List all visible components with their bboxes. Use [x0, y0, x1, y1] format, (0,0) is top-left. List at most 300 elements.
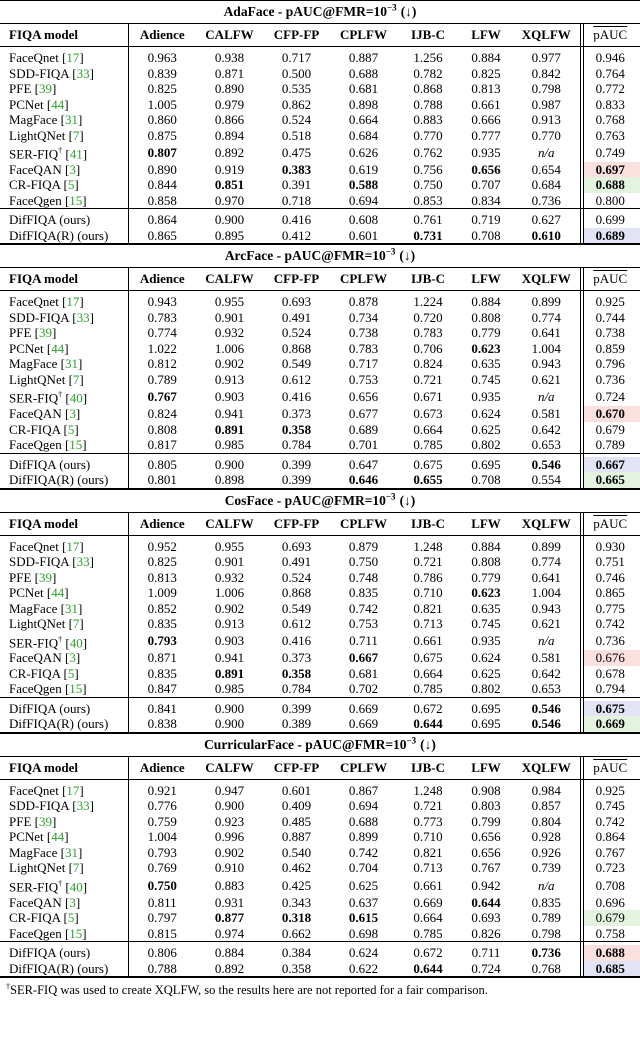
value-cell: 0.868 [413, 81, 443, 96]
model-name: FaceQAN [9, 650, 62, 666]
table-row [0, 128, 640, 144]
value-cell: 0.784 [281, 681, 312, 697]
model-name-cell: FaceQnet [17] [9, 50, 84, 65]
model-name: LightQNet [9, 616, 66, 632]
pauc-cell: 0.865 [580, 585, 640, 601]
citation-link[interactable]: 5 [67, 910, 75, 926]
model-name-cell: FaceQgen [15] [9, 925, 87, 941]
value-cell: 0.785 [413, 681, 443, 697]
value-cell: 0.546 [531, 700, 561, 716]
block-title-arrow: (↓) [400, 4, 417, 19]
citation-link[interactable]: 7 [72, 127, 80, 143]
column-header [196, 24, 263, 47]
pauc-cell: 0.670 [580, 406, 640, 422]
citation-link[interactable]: 17 [66, 294, 80, 310]
column-header-label: CFP-FP [273, 515, 320, 531]
value-cell: 0.852 [128, 601, 196, 617]
value-cell: 0.491 [281, 554, 312, 570]
value-cell: 0.862 [281, 96, 312, 112]
value-cell: 0.713 [413, 616, 443, 632]
model-name: CR-FIQA [9, 665, 61, 681]
value-cell: 0.985 [214, 437, 245, 453]
model-name-cell: LightQNet [7] [9, 127, 84, 143]
block-title [0, 0, 640, 24]
block-title-text: CosFace - pAUC@FMR=10 [224, 492, 386, 508]
pauc-cell: 0.859 [580, 341, 640, 357]
pauc-cell: 0.667 [580, 457, 640, 473]
value-cell: 0.666 [471, 112, 501, 127]
value-cell: 0.750 [348, 554, 379, 570]
column-header [128, 24, 196, 47]
value-cell: 0.807 [128, 143, 196, 162]
value-cell: 0.899 [348, 829, 379, 845]
model-name: CR-FIQA [9, 177, 61, 193]
value-cell: 0.963 [128, 50, 196, 66]
value-cell: 0.815 [128, 926, 196, 942]
value-cell: 0.425 [281, 877, 312, 893]
citation-link[interactable]: 39 [39, 81, 52, 96]
column-header [513, 24, 580, 47]
pauc-cell: 0.665 [580, 472, 640, 488]
table-row [0, 554, 640, 570]
column-header [330, 513, 397, 536]
model-name-cell [0, 701, 128, 717]
citation-link[interactable]: 7 [72, 860, 80, 876]
value-cell: 0.884 [214, 945, 245, 961]
value-cell: 0.813 [128, 570, 196, 586]
value-cell: 0.891 [214, 665, 245, 681]
value-cell: 0.835 [531, 894, 561, 910]
column-header [580, 24, 640, 47]
value-cell: 0.865 [128, 228, 196, 244]
citation-link[interactable]: 7 [72, 371, 80, 387]
model-name-cell: PFE [39] [9, 325, 57, 341]
model-name: MagFace [9, 112, 58, 127]
value-cell: 0.383 [281, 161, 312, 177]
column-header-label: CALFW [205, 271, 254, 287]
value-cell: 0.767 [128, 387, 196, 406]
pauc-cell: 0.775 [580, 601, 640, 617]
model-name: FaceQnet [9, 294, 59, 310]
pauc-cell: 0.925 [580, 294, 640, 310]
model-name-cell: FaceQnet [17] [9, 538, 84, 554]
value-cell: 1.224 [413, 294, 443, 310]
footnote [0, 977, 640, 996]
value-cell: 0.808 [128, 422, 196, 438]
value-cell: 0.808 [471, 309, 501, 325]
value-cell: 0.694 [348, 798, 379, 814]
value-cell: 0.681 [348, 665, 379, 681]
value-cell: 0.943 [128, 294, 196, 310]
value-cell: 0.399 [263, 472, 330, 488]
value-cell: 0.554 [513, 472, 580, 488]
value-cell: 0.416 [281, 633, 312, 649]
table-row [0, 945, 640, 961]
citation-link[interactable]: 17 [66, 782, 80, 798]
value-cell: 0.987 [531, 96, 561, 112]
column-header [128, 757, 196, 780]
citation-link[interactable]: 40 [69, 634, 83, 650]
pauc-cell: 0.749 [580, 143, 640, 162]
value-cell: 0.835 [128, 666, 196, 682]
pauc-cell: 0.763 [580, 128, 640, 144]
table-row [0, 437, 640, 453]
table-row [0, 162, 640, 178]
model-name: FaceQgen [9, 437, 62, 453]
column-header [513, 513, 580, 536]
model-name: SDD-FIQA [9, 309, 69, 325]
value-cell: 0.770 [413, 127, 443, 143]
column-header-label: pAUC [593, 27, 628, 42]
citation-link[interactable]: 15 [69, 925, 83, 941]
column-header [330, 24, 397, 47]
model-name-cell: MagFace [31] [9, 600, 83, 616]
value-cell: n/a [537, 633, 555, 649]
model-name: PCNet [9, 829, 44, 845]
value-cell: 0.860 [128, 112, 196, 128]
pauc-cell: 0.697 [580, 162, 640, 178]
citation-link[interactable]: 3 [69, 650, 76, 666]
value-cell: 0.608 [348, 212, 379, 228]
citation-link[interactable]: 15 [69, 192, 83, 208]
value-cell: 0.826 [471, 925, 501, 941]
value-cell: 0.919 [214, 161, 245, 177]
block-title-exponent: −3 [385, 491, 396, 502]
value-cell: 0.943 [531, 356, 561, 372]
value-cell: 0.669 [348, 700, 379, 716]
column-header [263, 513, 330, 536]
value-cell: 0.773 [413, 813, 443, 829]
column-header-label: IJB-C [411, 27, 445, 42]
value-cell: 0.808 [471, 554, 501, 570]
value-cell: 0.806 [128, 945, 196, 961]
model-name: PFE [9, 569, 32, 585]
citation-link[interactable]: 40 [69, 879, 83, 895]
model-name-cell: PCNet [44] [9, 829, 69, 845]
citation-link[interactable]: 33 [76, 554, 90, 570]
citation-link[interactable]: 3 [69, 406, 76, 422]
value-cell: 0.825 [128, 554, 196, 570]
pauc-cell: 0.736 [580, 372, 640, 388]
model-name: FaceQnet [9, 538, 59, 554]
table-row [0, 895, 640, 911]
value-cell: 0.902 [214, 844, 245, 860]
model-name: FaceQAN [9, 161, 62, 177]
block-title [0, 733, 640, 757]
value-cell: 0.601 [330, 228, 397, 244]
value-cell: 0.910 [214, 860, 245, 876]
model-name: PCNet [9, 96, 44, 112]
value-cell: 0.899 [531, 294, 561, 310]
value-cell: 0.947 [214, 782, 245, 798]
citation-link[interactable]: 17 [66, 538, 80, 554]
citation-link[interactable]: 5 [67, 421, 75, 437]
model-name: SDD-FIQA [9, 798, 69, 814]
citation-link[interactable]: 3 [69, 161, 76, 177]
value-cell: 0.623 [471, 340, 501, 356]
model-name-cell: SDD-FIQA [33] [9, 309, 94, 325]
value-cell: 0.942 [471, 877, 501, 893]
value-cell: 0.838 [128, 716, 196, 732]
citation-link[interactable]: 7 [72, 616, 80, 632]
value-cell: 0.811 [128, 895, 196, 911]
model-name-cell: LightQNet [7] [9, 616, 84, 632]
table-row [0, 310, 640, 326]
value-cell: 0.612 [281, 616, 312, 632]
column-header-label: CPLFW [340, 759, 387, 775]
block-title-arrow: (↓) [399, 248, 416, 264]
value-cell: 0.883 [413, 112, 443, 127]
table-row [0, 783, 640, 799]
value-cell: 0.724 [459, 961, 513, 977]
column-header [330, 268, 397, 291]
model-name-cell [0, 961, 128, 977]
table-row [0, 860, 640, 876]
block-title-exponent: −3 [385, 246, 396, 257]
model-name: FaceQnet [9, 50, 59, 65]
value-cell: 0.759 [128, 814, 196, 830]
value-cell: 0.887 [348, 50, 379, 65]
value-cell: 0.721 [413, 798, 443, 814]
value-cell: 0.318 [281, 910, 312, 926]
column-header-label: CALFW [205, 759, 254, 775]
citation-link[interactable]: 33 [76, 65, 90, 81]
table-row [0, 112, 640, 128]
value-cell: 0.654 [531, 161, 561, 177]
citation-link[interactable]: 31 [64, 844, 78, 860]
citation-link[interactable]: 40 [69, 390, 83, 406]
column-header-label: CFP-FP [273, 759, 320, 775]
value-cell: 0.894 [214, 127, 245, 143]
block-title-exponent: −3 [387, 2, 397, 13]
table-row [0, 845, 640, 861]
model-name-cell: FaceQnet [17] [9, 294, 84, 310]
value-cell: 0.661 [413, 877, 443, 893]
table-row [0, 212, 640, 228]
citation-link[interactable]: 15 [69, 681, 83, 697]
citation-link[interactable]: 33 [76, 798, 90, 814]
value-cell: 0.644 [397, 716, 459, 732]
value-cell: 0.524 [281, 569, 312, 585]
value-cell: 0.701 [348, 437, 379, 453]
model-name: DifFIQA (ours) [9, 700, 91, 716]
footnote-marker: † [58, 634, 63, 644]
value-cell: 0.803 [471, 798, 501, 814]
pauc-cell: 0.930 [580, 539, 640, 555]
citation-link[interactable]: 39 [39, 813, 52, 829]
value-cell: 0.706 [413, 340, 443, 356]
citation-link[interactable]: 31 [64, 112, 78, 127]
value-cell: 0.783 [128, 310, 196, 326]
value-cell: 0.689 [348, 421, 379, 437]
value-cell: 0.637 [348, 894, 379, 910]
value-cell: 0.693 [281, 538, 312, 554]
citation-link[interactable]: 44 [51, 340, 65, 356]
value-cell: 0.868 [281, 340, 312, 356]
footnote-marker: † [58, 390, 63, 400]
model-name: DifFIQA (ours) [9, 945, 91, 961]
pauc-cell: 0.833 [580, 97, 640, 113]
value-cell: 0.923 [214, 813, 245, 829]
value-cell: 0.853 [413, 192, 443, 208]
citation-link[interactable]: 44 [51, 585, 65, 601]
table-row [0, 539, 640, 555]
column-header-label: pAUC [593, 515, 628, 531]
model-name-cell: SER-FIQ† [40] [9, 878, 88, 895]
value-cell: 0.662 [281, 925, 312, 941]
value-cell: 0.704 [348, 860, 379, 876]
column-header [0, 757, 128, 780]
value-cell: 0.742 [348, 600, 379, 616]
value-cell: 0.871 [214, 65, 245, 81]
model-name: SER-FIQ [9, 146, 59, 162]
citation-link[interactable]: 17 [66, 50, 80, 65]
column-header [459, 268, 513, 291]
model-name: FaceQnet [9, 782, 59, 798]
value-cell: 0.801 [128, 472, 196, 488]
value-cell: 0.774 [531, 309, 561, 325]
value-cell: 0.769 [128, 860, 196, 876]
model-name-cell: CR-FIQA [5] [9, 665, 79, 681]
value-cell: 0.412 [263, 228, 330, 244]
value-cell: 0.867 [348, 782, 379, 798]
table-row [0, 829, 640, 845]
value-cell: 0.642 [531, 421, 561, 437]
table-row [0, 294, 640, 310]
value-cell: 0.784 [281, 437, 312, 453]
column-header-label: pAUC [593, 759, 628, 775]
column-header-label: FIQA model [9, 27, 78, 42]
value-cell: 1.005 [128, 97, 196, 113]
citation-link[interactable]: 44 [51, 829, 65, 845]
value-cell: 0.900 [196, 716, 263, 732]
pauc-cell: 0.800 [580, 193, 640, 209]
pauc-cell: 0.925 [580, 783, 640, 799]
value-cell: n/a [537, 388, 555, 404]
citation-link[interactable]: 39 [39, 325, 52, 341]
value-cell: 0.875 [128, 128, 196, 144]
value-cell: 0.985 [214, 681, 245, 697]
value-cell: 0.664 [413, 421, 443, 437]
value-cell: 0.900 [214, 798, 245, 814]
value-cell: 0.798 [531, 925, 561, 941]
citation-link[interactable]: 33 [76, 309, 90, 325]
value-cell: 0.540 [281, 844, 312, 860]
column-header [459, 24, 513, 47]
table-row [0, 193, 640, 209]
table-row [0, 926, 640, 942]
value-cell: 0.813 [471, 81, 501, 96]
value-cell: 0.681 [348, 81, 379, 96]
citation-link[interactable]: 44 [51, 96, 65, 112]
value-cell: 0.736 [531, 192, 561, 208]
citation-link[interactable]: 39 [39, 569, 52, 585]
model-name-cell: PCNet [44] [9, 585, 69, 601]
model-name: SER-FIQ [9, 634, 59, 650]
value-cell: 1.248 [413, 782, 443, 798]
value-cell: 0.462 [281, 860, 312, 876]
model-name: PCNet [9, 585, 44, 601]
value-cell: 0.804 [531, 813, 561, 829]
value-cell: 0.899 [531, 538, 561, 554]
pauc-cell: 0.767 [580, 845, 640, 861]
table-row [0, 601, 640, 617]
model-name-cell: SER-FIQ† [40] [9, 634, 88, 650]
value-cell: 0.742 [348, 844, 379, 860]
column-header [459, 513, 513, 536]
value-cell: 0.805 [128, 457, 196, 473]
value-cell: 0.974 [214, 925, 245, 941]
value-cell: 0.720 [413, 309, 443, 325]
value-cell: 0.664 [413, 665, 443, 681]
citation-link[interactable]: 31 [64, 600, 78, 616]
value-cell: 0.656 [348, 388, 379, 404]
value-cell: 0.646 [330, 472, 397, 488]
citation-link[interactable]: 3 [69, 894, 76, 910]
value-cell: 0.698 [348, 925, 379, 941]
value-cell: 0.677 [348, 406, 379, 422]
value-cell: 0.774 [128, 325, 196, 341]
value-cell: 0.756 [413, 161, 443, 177]
table-row [0, 585, 640, 601]
value-cell: 0.693 [281, 294, 312, 310]
citation-link[interactable]: 5 [67, 177, 75, 193]
pauc-cell: 0.708 [580, 876, 640, 895]
value-cell: 0.409 [281, 798, 312, 814]
value-cell: 0.491 [281, 309, 312, 325]
value-cell: 0.892 [214, 144, 245, 160]
value-cell: 0.890 [128, 162, 196, 178]
value-cell: 0.825 [471, 65, 501, 81]
citation-link[interactable]: 15 [69, 437, 83, 453]
model-name: DifFIQA (ours) [9, 212, 91, 228]
value-cell: 0.719 [471, 212, 501, 228]
citation-link[interactable]: 41 [69, 146, 83, 162]
value-cell: 0.913 [531, 112, 561, 127]
value-cell: 0.750 [413, 177, 443, 193]
model-name-cell: CR-FIQA [5] [9, 177, 79, 193]
model-name-cell: FaceQgen [15] [9, 681, 87, 697]
value-cell: 0.753 [348, 371, 379, 387]
pauc-cell: 0.744 [580, 310, 640, 326]
value-cell: 0.625 [471, 665, 501, 681]
value-cell: 0.610 [513, 228, 580, 244]
pauc-cell: 0.679 [580, 422, 640, 438]
column-header-label: CFP-FP [273, 271, 320, 287]
value-cell: 0.624 [471, 650, 501, 666]
value-cell: 0.943 [531, 600, 561, 616]
model-name: FaceQAN [9, 406, 62, 422]
value-cell: 0.588 [348, 177, 379, 193]
value-cell: 0.745 [471, 616, 501, 632]
value-cell: 0.416 [281, 388, 312, 404]
value-cell: 0.847 [128, 681, 196, 697]
citation-link[interactable]: 5 [67, 665, 75, 681]
value-cell: 0.656 [471, 161, 501, 177]
block-title-exponent: −3 [406, 735, 417, 746]
value-cell: 0.898 [348, 96, 379, 112]
column-header-label: Adience [139, 515, 185, 531]
value-cell: 0.782 [413, 65, 443, 81]
value-cell: 1.256 [413, 50, 443, 65]
table-row [0, 97, 640, 113]
value-cell: 0.935 [471, 633, 501, 649]
value-cell: 0.669 [330, 716, 397, 732]
citation-link[interactable]: 31 [64, 356, 78, 372]
value-cell: 0.941 [214, 406, 245, 422]
table-row [0, 910, 640, 926]
value-cell: 0.695 [471, 700, 501, 716]
